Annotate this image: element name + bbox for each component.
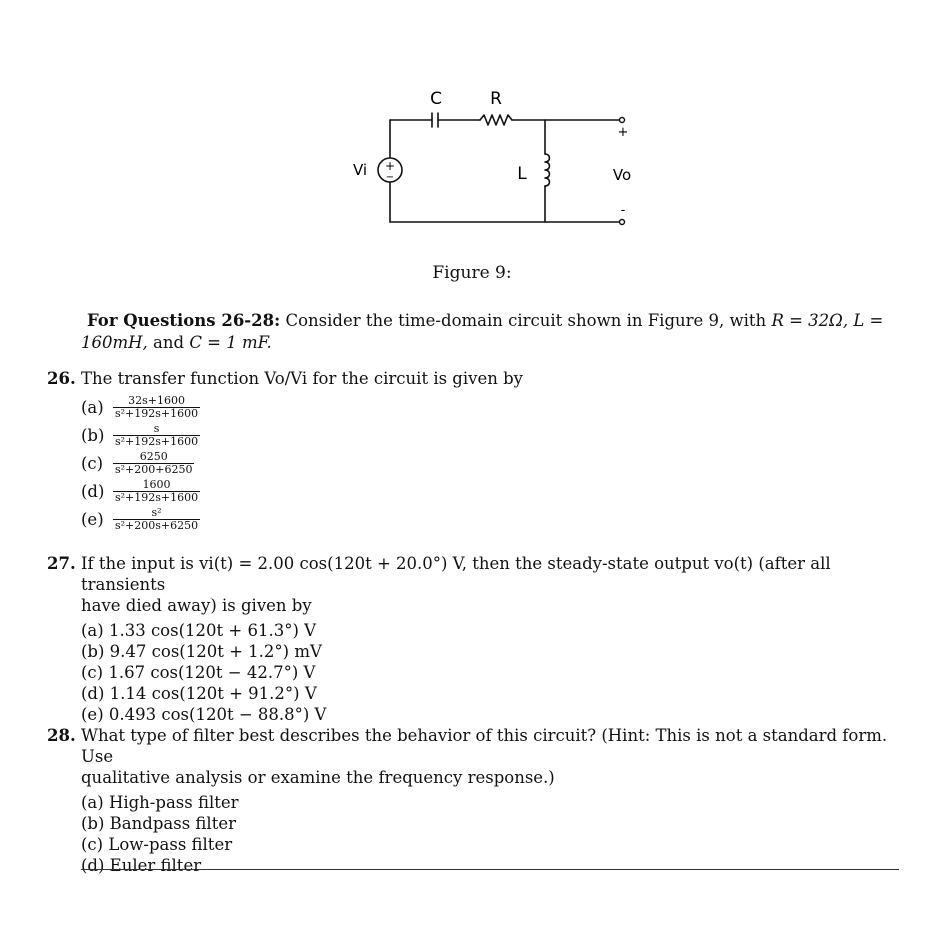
option-a: (a) 1.33 cos(120t + 61.3°) V	[81, 621, 317, 640]
question-text: What type of filter best describes the behavior of this circuit? (Hint: This is not a standard form. Use qualitative analysis or examine the frequency response.)	[81, 726, 888, 787]
question-number: 28.	[47, 726, 76, 745]
question-text: The transfer function Vo/Vi for the circuit is given by	[81, 369, 523, 388]
intro-text-b: and	[153, 333, 185, 352]
option-a: (a) $\frac{32s+1600}{\text{s²+192s+1600}}$	[81, 393, 199, 420]
option-d: (d) Euler filter	[81, 856, 202, 875]
intro-l-value: L = 160mH,	[81, 311, 884, 352]
option-list	[81, 393, 907, 533]
option-c: (c) Low-pass filter	[81, 835, 233, 854]
option-e: (e) 0.493 cos(120t − 88.8°) V	[81, 705, 327, 724]
option-b: (b) 9.47 cos(120t + 1.2°) mV	[81, 642, 322, 661]
fraction: $\frac{\text{s²}}{\text{s²+200s+6250}}$	[115, 505, 199, 532]
question-27	[47, 553, 907, 725]
fraction: $\frac{32s+1600}{\text{s²+192s+1600}}$	[115, 393, 199, 420]
fraction: $\frac{s}{\text{s²+192s+1600}}$	[115, 421, 199, 448]
question-28	[47, 725, 907, 876]
questions-intro	[81, 310, 911, 354]
figure-caption: Figure 9:	[432, 263, 512, 283]
vo-minus: -	[620, 203, 626, 218]
question-number: 27.	[47, 554, 76, 573]
resistor-label: R	[490, 89, 502, 109]
option-b: (b) $\frac{s}{\text{s²+192s+1600}}$	[81, 421, 199, 448]
option-d: (d) 1.14 cos(120t + 91.2°) V	[81, 684, 317, 703]
output-terminal-bottom	[620, 220, 625, 225]
fraction: $\frac{6250}{\text{s²+200+6250}}$	[115, 449, 193, 476]
option-c: (c) 1.67 cos(120t − 42.7°) V	[81, 663, 316, 682]
vo-label: Vo	[612, 166, 632, 184]
vi-label: Vi	[352, 161, 368, 179]
intro-c-value: C = 1 mF.	[189, 333, 272, 352]
question-number: 26.	[47, 369, 76, 388]
option-b: (b) Bandpass filter	[81, 814, 236, 833]
question-26	[47, 368, 907, 533]
option-list	[81, 792, 907, 876]
option-e: (e) $\frac{\text{s²}}{\text{s²+200s+6250}}$	[81, 505, 199, 532]
svg-text:−: −	[385, 172, 395, 183]
divider	[81, 869, 899, 870]
question-text: If the input is vi(t) = 2.00 cos(120t + 20.0°) V, then the steady-state output vo(t) (after all transients have died away) is given by	[81, 554, 831, 615]
capacitor-label: C	[430, 89, 442, 109]
intro-text-a: Consider the time-domain circuit shown in Figure 9, with	[285, 311, 767, 330]
inductor-label: L	[517, 164, 527, 184]
intro-r-value: R = 32Ω,	[771, 311, 849, 330]
fraction: $\frac{1600}{\text{s²+192s+1600}}$	[115, 477, 199, 504]
option-list	[81, 620, 907, 725]
option-d: (d) $\frac{1600}{\text{s²+192s+1600}}$	[81, 477, 199, 504]
circuit-figure	[340, 82, 640, 242]
vo-plus: +	[617, 125, 629, 140]
output-terminal-top	[620, 118, 625, 123]
option-c: (c) $\frac{6250}{\text{s²+200+6250}}$	[81, 449, 193, 476]
source-plus: +	[384, 159, 396, 173]
option-a: (a) High-pass filter	[81, 793, 239, 812]
intro-lead: For Questions 26-28:	[87, 311, 281, 330]
